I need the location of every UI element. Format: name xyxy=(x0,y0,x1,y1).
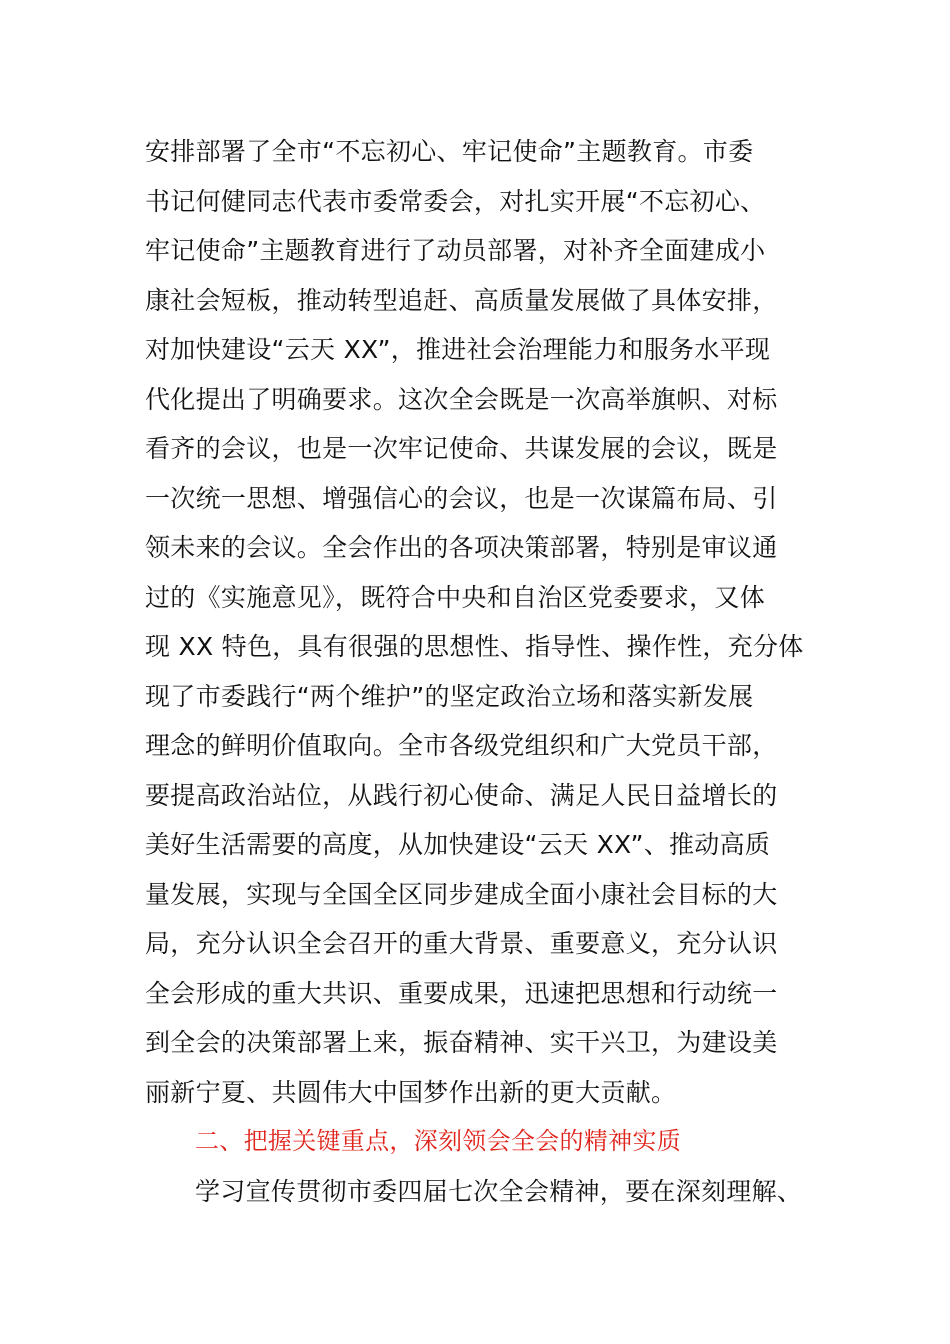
body-line-8: 一次统一思想、增强信心的会议，也是一次谋篇布局、引 xyxy=(145,483,778,513)
body-line-1: 安排部署了全市“不忘初心、牢记使命”主题教育。市委 xyxy=(145,137,754,166)
body-line-4: 康社会短板，推动转型追赶、高质量发展做了具体安排， xyxy=(145,285,778,315)
body-line-13: 理念的鲜明价值取向。全市各级党组织和广大党员干部， xyxy=(145,731,778,760)
body-line-12: 现了市委践行“两个维护”的坚定政治立场和落实新发展 xyxy=(145,681,754,711)
section-heading: 二、把握关键重点，深刻领会全会的精神实质 xyxy=(195,1127,681,1155)
document-body xyxy=(145,127,845,1216)
body-line-6: 代化提出了明确要求。这次全会既是一次高举旗帜、对标 xyxy=(145,384,778,414)
body-line-11: 现 XX 特色，具有很强的思想性、指导性、操作性，充分体 xyxy=(145,632,804,661)
body-line-21: 学习宣传贯彻市委四届七次全会精神，要在深刻理解、 xyxy=(195,1176,803,1206)
body-line-7: 看齐的会议，也是一次牢记使命、共谋发展的会议，既是 xyxy=(145,434,778,463)
body-line-15: 美好生活需要的高度，从加快建设“云天 XX”、推动高质 xyxy=(145,830,771,859)
body-line-19: 到全会的决策部署上来，振奋精神、实干兴卫，为建设美 xyxy=(145,1028,778,1057)
body-line-17: 局，充分认识全会召开的重大背景、重要意义，充分认识 xyxy=(145,929,778,958)
body-line-18: 全会形成的重大共识、重要成果，迅速把思想和行动统一 xyxy=(145,978,778,1008)
body-line-3: 牢记使命”主题教育进行了动员部署，对补齐全面建成小 xyxy=(145,236,766,265)
body-line-2: 书记何健同志代表市委常委会，对扎实开展“不忘初心、 xyxy=(145,186,766,216)
body-line-10: 过的《实施意见》，既符合中央和自治区党委要求，又体 xyxy=(145,582,766,612)
body-line-9: 领未来的会议。全会作出的各项决策部署，特别是审议通 xyxy=(145,533,778,562)
body-line-16: 量发展，实现与全国全区同步建成全面小康社会目标的大 xyxy=(145,879,778,909)
body-line-5: 对加快建设“云天 XX”，推进社会治理能力和服务水平现 xyxy=(145,335,771,364)
body-line-14: 要提高政治站位，从践行初心使命、满足人民日益增长的 xyxy=(145,780,778,810)
body-line-20: 丽新宁夏、共圆伟大中国梦作出新的更大贡献。 xyxy=(145,1077,677,1107)
